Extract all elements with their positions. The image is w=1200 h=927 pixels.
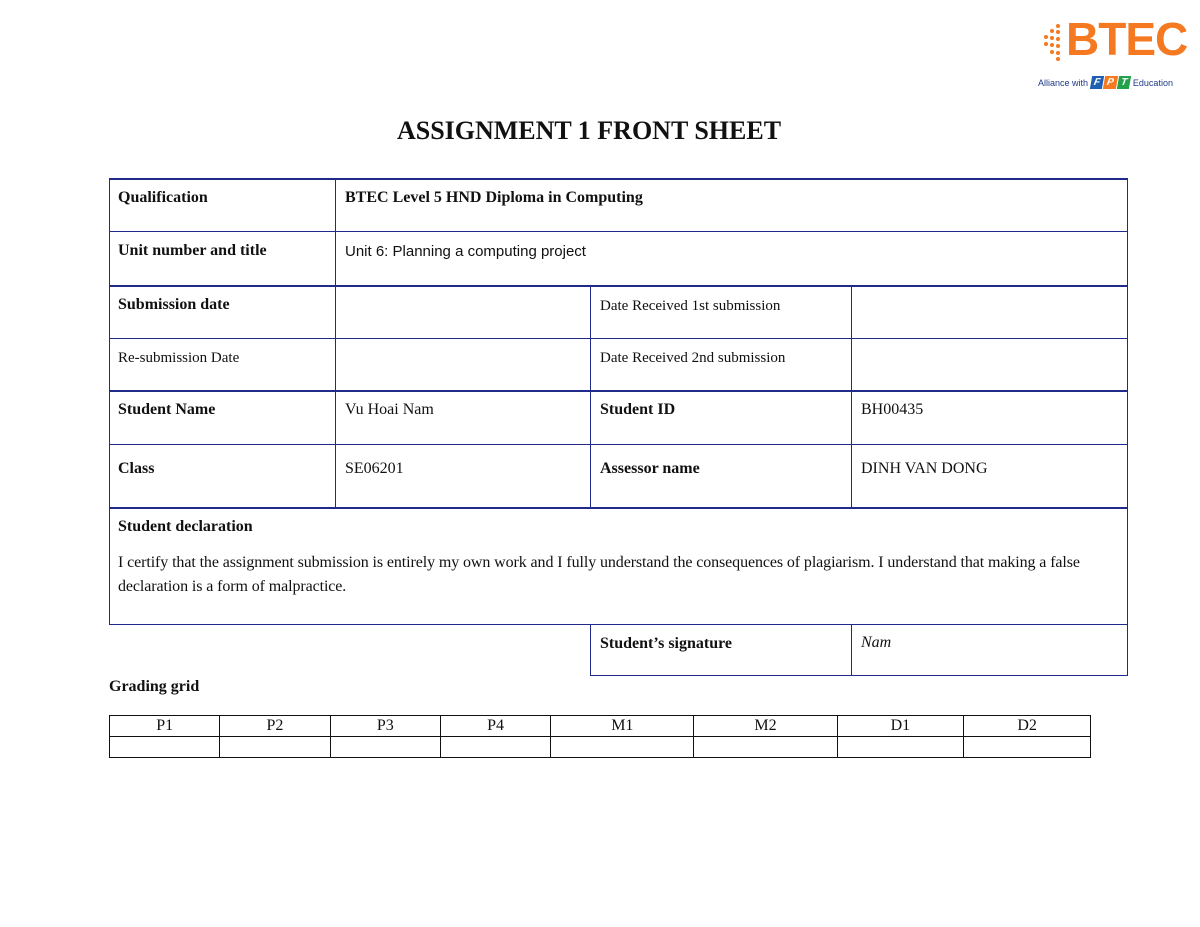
grade-header-p3: P3 [330, 716, 440, 737]
fpt-letter-t: T [1117, 76, 1131, 89]
student-name-value: Vu Hoai Nam [345, 401, 434, 418]
col-divider [590, 285, 591, 508]
table-border-top [109, 178, 1128, 180]
date-received-2-label: Date Received 2nd submission [600, 350, 786, 366]
logo-alliance [1038, 76, 1173, 89]
grading-value-row [110, 737, 1091, 758]
row-divider [109, 444, 1128, 445]
declaration-label: Student declaration [118, 518, 253, 535]
grade-header-p2: P2 [220, 716, 330, 737]
grade-value-m1 [551, 737, 694, 758]
grading-grid-title: Grading grid [109, 678, 200, 695]
resubmission-date-label: Re-submission Date [118, 350, 240, 366]
row-divider [109, 338, 1128, 339]
student-name-label: Student Name [118, 401, 216, 418]
col-divider [851, 624, 852, 676]
grade-header-m1: M1 [551, 716, 694, 737]
grade-value-p1 [110, 737, 220, 758]
grade-value-p4 [440, 737, 550, 758]
qualification-label: Qualification [118, 189, 208, 206]
submission-date-label: Submission date [118, 296, 230, 313]
student-declaration [109, 509, 1128, 607]
grade-value-p2 [220, 737, 330, 758]
col-divider [851, 285, 852, 508]
qualification-value: BTEC Level 5 HND Diploma in Computing [345, 189, 643, 206]
resubmission-date-value [336, 340, 590, 356]
unit-label: Unit number and title [118, 242, 267, 259]
logo-education-text: Education [1132, 77, 1173, 88]
grade-value-d1 [837, 737, 964, 758]
grade-value-d2 [964, 737, 1091, 758]
date-received-1-value [852, 287, 1128, 303]
grade-header-d2: D2 [964, 716, 1091, 737]
grade-header-p1: P1 [110, 716, 220, 737]
class-label: Class [118, 460, 155, 477]
assessor-label: Assessor name [600, 460, 700, 477]
class-value: SE06201 [345, 460, 404, 477]
logo-alliance-text: Alliance with [1038, 77, 1089, 88]
col-divider [335, 178, 336, 508]
signature-label: Student’s signature [600, 635, 733, 652]
declaration-text: I certify that the assignment submission is entirely my own work and I fully understand the consequences of plagiarism. I understand that making a false declaration is a form of malpractice. [118, 554, 1080, 595]
date-received-1-label: Date Received 1st submission [600, 298, 781, 314]
student-id-label: Student ID [600, 401, 676, 418]
front-sheet-table [109, 178, 1128, 676]
row-divider [109, 507, 1128, 509]
grade-value-p3 [330, 737, 440, 758]
table-border-left [109, 178, 110, 625]
submission-date-value [336, 287, 590, 303]
btec-dots-icon [1042, 24, 1064, 58]
table-border-right [1127, 178, 1128, 676]
student-id-value: BH00435 [861, 401, 924, 418]
row-divider [109, 390, 1128, 392]
col-divider [590, 624, 591, 676]
page-title: ASSIGNMENT 1 FRONT SHEET [396, 116, 782, 145]
signature-bottom-border [590, 675, 1128, 676]
row-divider [109, 624, 1128, 625]
row-divider [109, 285, 1128, 287]
grading-grid [109, 715, 1091, 758]
logo-brand-text: BTEC [1066, 13, 1188, 65]
assessor-value: DINH VAN DONG [861, 460, 988, 477]
grade-header-d1: D1 [837, 716, 964, 737]
fpt-letter-f: F [1090, 76, 1104, 89]
grade-header-p4: P4 [440, 716, 550, 737]
row-divider [109, 231, 1128, 232]
fpt-logo [1091, 76, 1130, 89]
unit-value: Unit 6: Planning a computing project [345, 243, 586, 260]
signature-value: Nam [861, 634, 892, 651]
grading-header-row [110, 716, 1091, 737]
date-received-2-value [852, 340, 1128, 356]
grade-value-m2 [694, 737, 837, 758]
btec-logo [1036, 10, 1200, 94]
grade-header-m2: M2 [694, 716, 837, 737]
fpt-letter-p: P [1103, 76, 1118, 89]
